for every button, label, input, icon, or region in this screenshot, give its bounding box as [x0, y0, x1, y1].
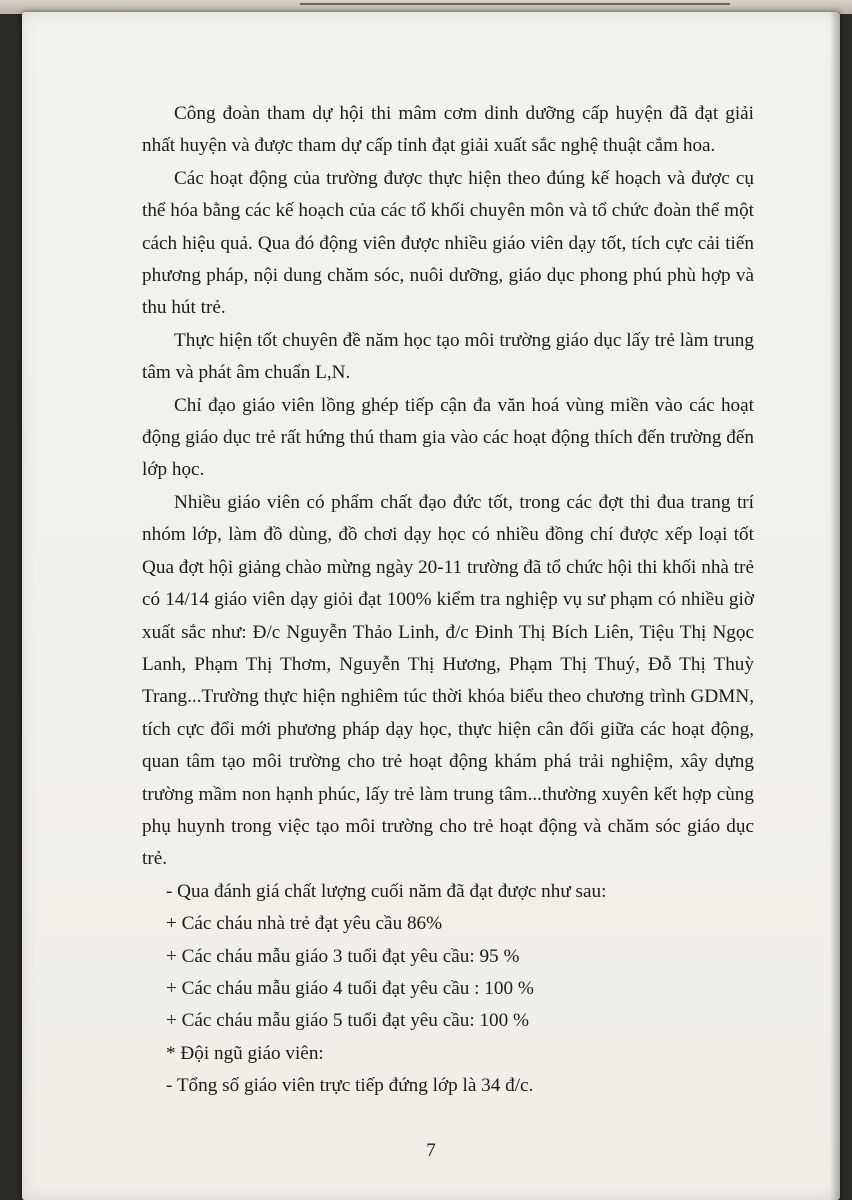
list-item-age-4: + Các cháu mẫu giáo 4 tuổi đạt yêu cầu : 100 %	[166, 977, 534, 999]
list-item-age-5: + Các cháu mẫu giáo 5 tuổi đạt yêu cầu: 100 %	[166, 1010, 530, 1032]
section-heading-teachers: * Đội ngũ giáo viên:	[166, 1042, 324, 1064]
paragraph-multicultural: Chỉ đạo giáo viên lồng ghép tiếp cận đa văn hoá vùng miền vào các hoạt động giáo dục trẻ rất hứng thú tham gia vào các hoạt động thích đến trường đến lớp học.	[142, 394, 754, 481]
paragraph-union-contest: Công đoàn tham dự hội thi mâm cơm dinh dưỡng cấp huyện đã đạt giải nhất huyện và được tham dự cấp tỉnh đạt giải xuất sắc nghệ thuật cắm hoa.	[142, 103, 754, 157]
document-body	[142, 98, 754, 1103]
page-edge-shadow	[830, 12, 840, 1200]
paragraph-school-activities: Các hoạt động của trường được thực hiện theo đúng kế hoạch và được cụ thể hóa bằng các kế hoạch của các tổ khối chuyên môn và tổ chức đoàn thể một cách hiệu quả. Qua đó động viên được nhiều giáo viên dạy tốt, tích cực cải tiến phương pháp, nội dung chăm sóc, nuôi dưỡng, giáo dục phong phú phù hợp và thu hút trẻ.	[142, 167, 754, 319]
page-number: 7	[426, 1140, 436, 1161]
paragraph-teacher-quality: Nhiều giáo viên có phẩm chất đạo đức tốt, trong các đợt thi đua trang trí nhóm lớp, làm đồ dùng, đồ chơi dạy học có nhiều đồng chí được xếp loại tốt Qua đợt hội giảng chào mừng ngày 20-11 trường đã tổ chức hội thi khối nhà trẻ có 14/14 giáo viên dạy giỏi đạt 100% kiểm tra nghiệp vụ sư phạm có nhiều giờ xuất sắc như: Đ/c Nguyễn Thảo Linh, đ/c Đinh Thị Bích Liên, Tiệu Thị Ngọc Lanh, Phạm Thị Thơm, Nguyễn Thị Hương, Phạm Thị Thuý, Đỗ Thị Thuỳ Trang...Trường thực hiện nghiêm túc thời khóa biểu theo chương trình GDMN, tích cực đổi mới phương pháp dạy học, thực hiện cân đối giữa các hoạt động, quan tâm tạo môi trường cho trẻ hoạt động khám phá trải nghiệm, xây dựng trường mầm non hạnh phúc, lấy trẻ làm trung tâm...thường xuyên kết hợp cùng phụ huynh trong việc tạo môi trường cho trẻ hoạt động và chăm sóc giáo dục trẻ.	[142, 491, 754, 870]
list-item-teacher-count: - Tổng số giáo viên trực tiếp đứng lớp là 34 đ/c.	[166, 1075, 534, 1097]
list-item-nursery: + Các cháu nhà trẻ đạt yêu cầu 86%	[166, 913, 443, 935]
document-page	[22, 12, 840, 1200]
list-item-quality-intro: - Qua đánh giá chất lượng cuối năm đã đạt được như sau:	[166, 880, 607, 902]
list-item-age-3: + Các cháu mẫu giáo 3 tuổi đạt yêu cầu: 95 %	[166, 945, 520, 967]
paragraph-thematic-topic: Thực hiện tốt chuyên đề năm học tạo môi trường giáo dục lấy trẻ làm trung tâm và phát âm chuẩn L,N.	[142, 329, 754, 384]
